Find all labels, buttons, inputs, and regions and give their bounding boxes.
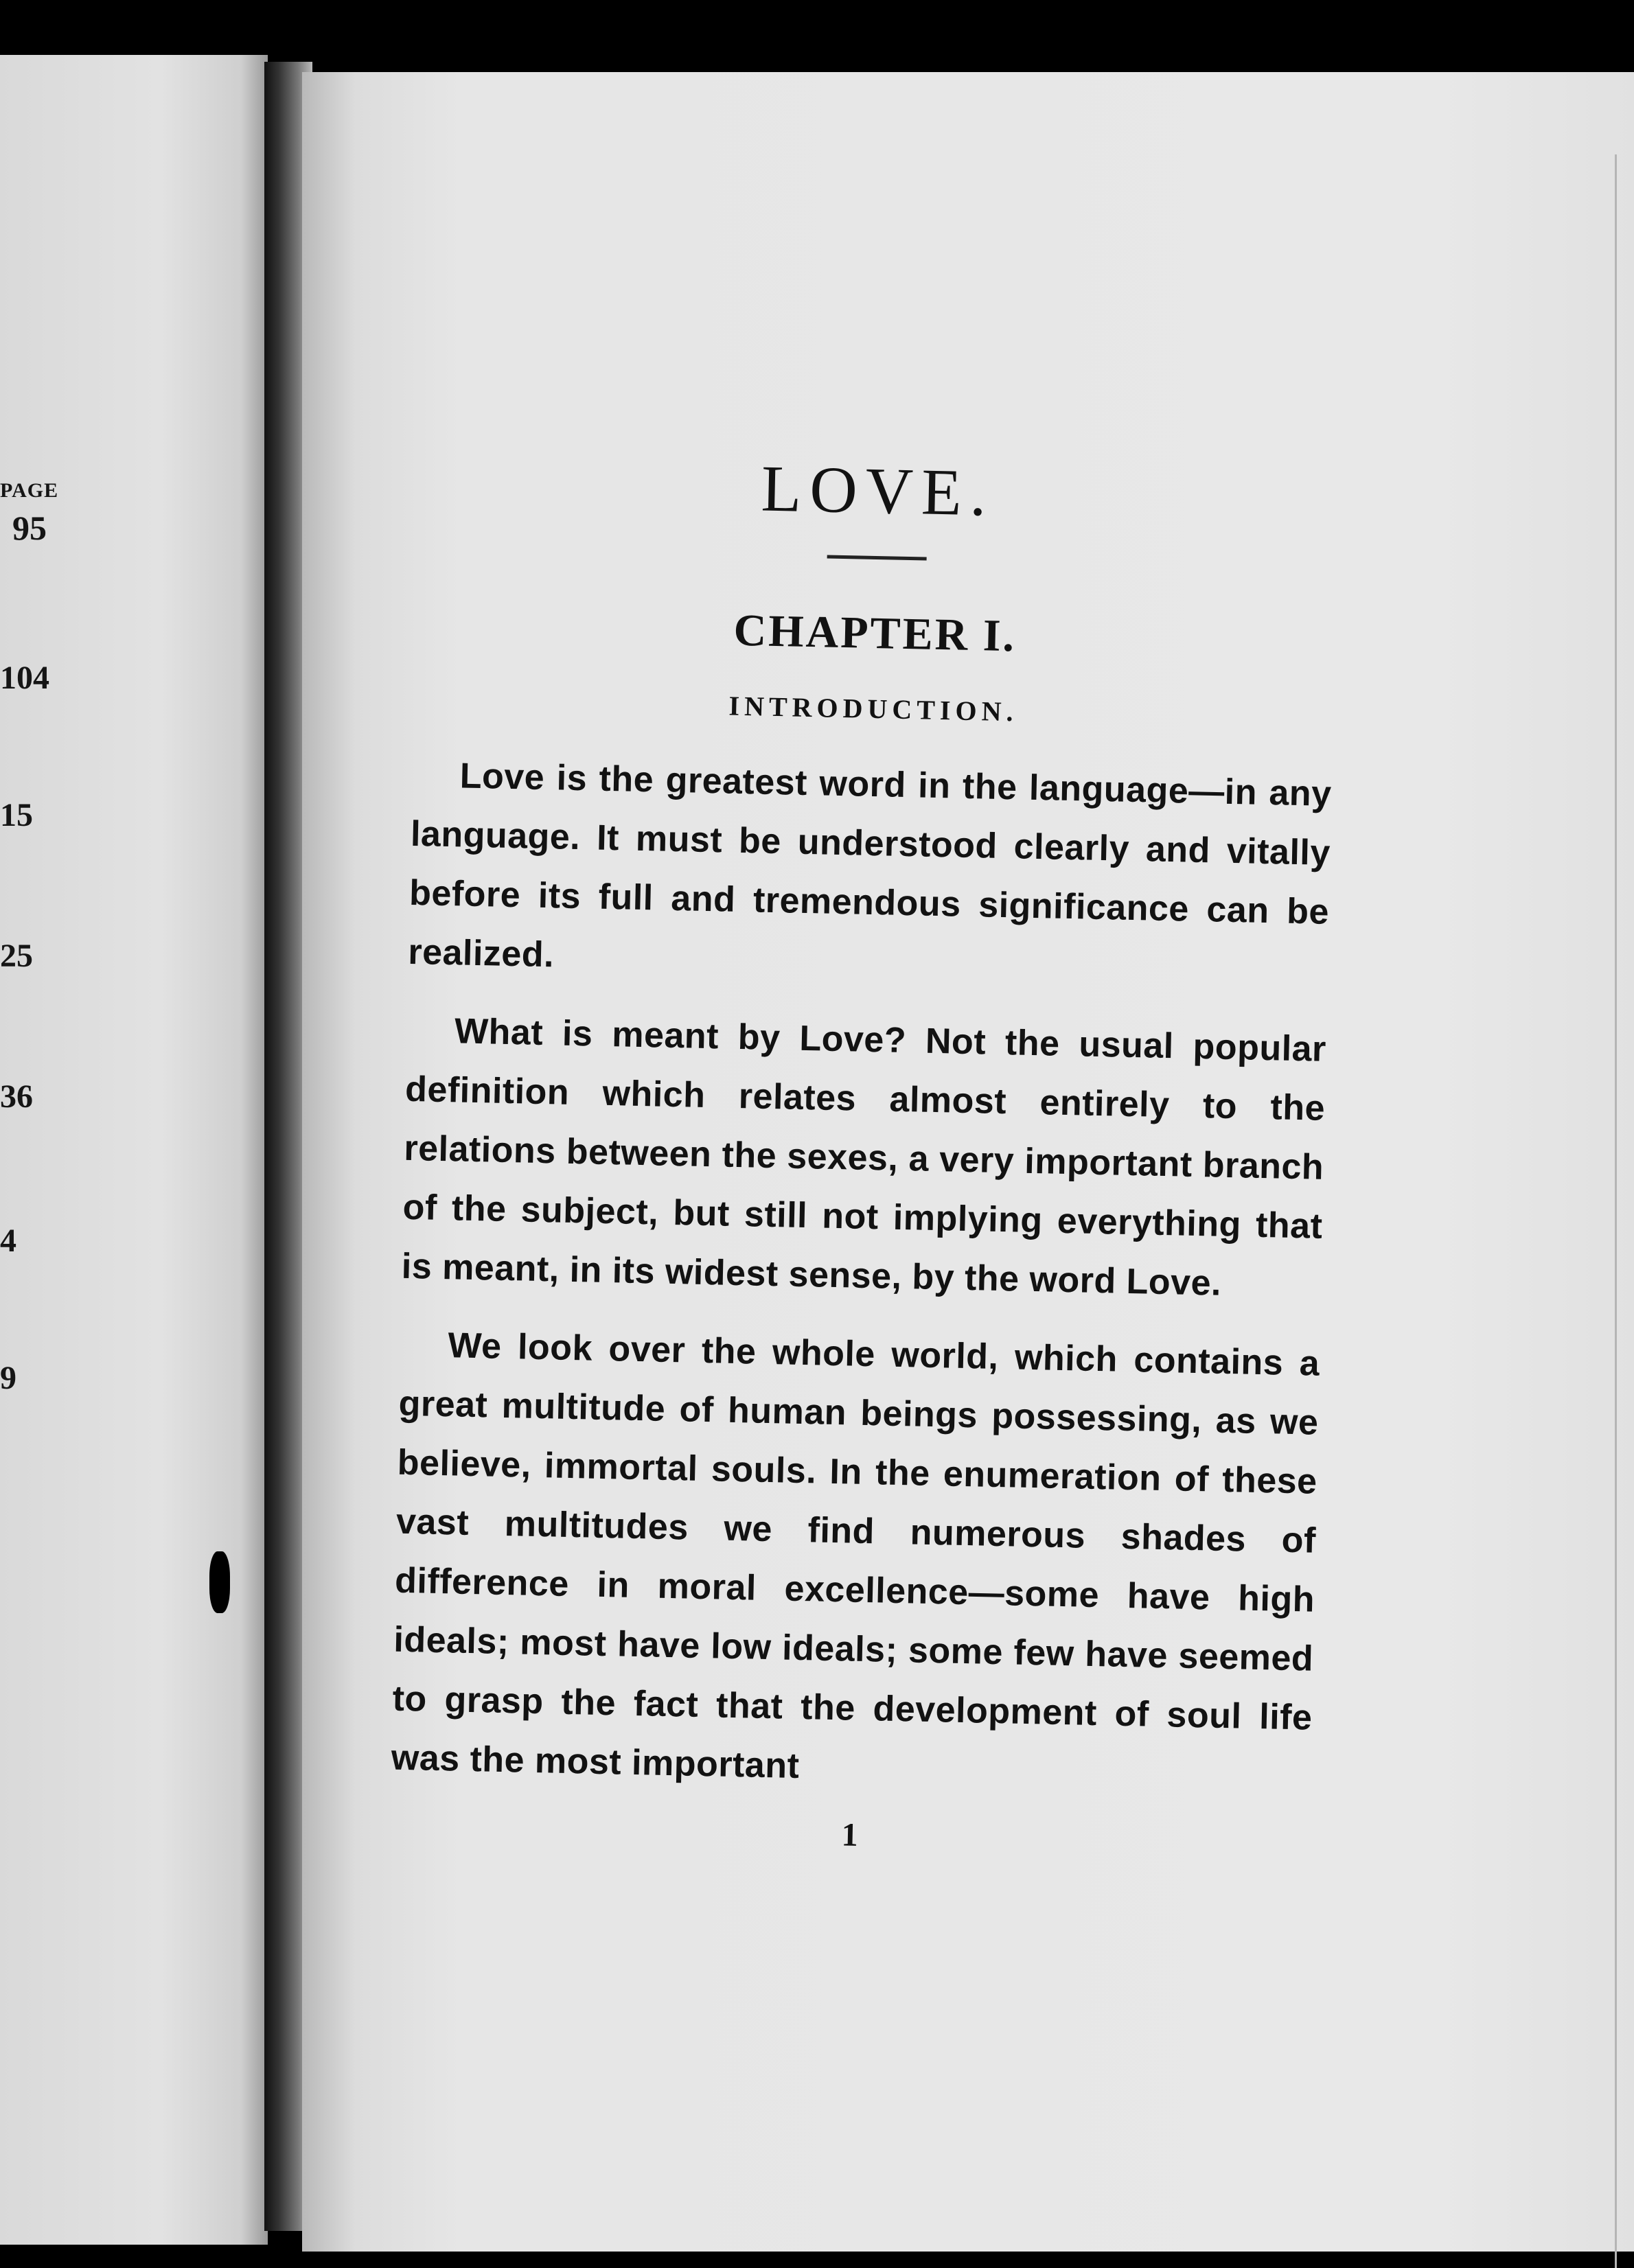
- page-content: [389, 443, 1338, 1864]
- book-title: LOVE.: [760, 451, 996, 530]
- body-paragraph: What is meant by Love? Not the usual popular definition which relates almost entirely to the relations between the sexes, a very important branch of the subject, but still not implying everything that is meant, in its widest sense, by the word Love.: [401, 1011, 1327, 1304]
- chapter-subheading: INTRODUCTION.: [728, 690, 1018, 728]
- left-page-fragment: [0, 55, 268, 2245]
- page-number: 1: [841, 1816, 859, 1853]
- chapter-heading: CHAPTER I.: [733, 605, 1017, 662]
- toc-page-number: 25: [0, 938, 33, 974]
- page-edge-line: [1615, 154, 1617, 2268]
- title-rule: [827, 555, 926, 560]
- toc-page-number: 104: [0, 660, 49, 696]
- toc-page-number: 4: [0, 1223, 16, 1259]
- right-page: [302, 72, 1634, 2252]
- body-paragraph: We look over the whole world, which contains a great multitude of human beings possessing, as we believe, immortal souls. In the enumeration of these vast multitudes we find numerous shades of difference in moral excellence—some have high ideals; most have low ideals; some few have seemed to grasp the fact that the development of soul life was the most important: [391, 1326, 1320, 1787]
- binding-mark: [209, 1551, 230, 1613]
- toc-page-number: 36: [0, 1078, 33, 1115]
- toc-page-number: 9: [0, 1360, 16, 1396]
- toc-header: PAGE: [0, 479, 59, 502]
- body-paragraph: Love is the greatest word in the language—in any language. It must be understood clearly and vitally before its full and tremendous significance can be realized.: [407, 756, 1333, 975]
- toc-page-number: 95: [12, 509, 47, 547]
- toc-page-number: 15: [0, 797, 33, 833]
